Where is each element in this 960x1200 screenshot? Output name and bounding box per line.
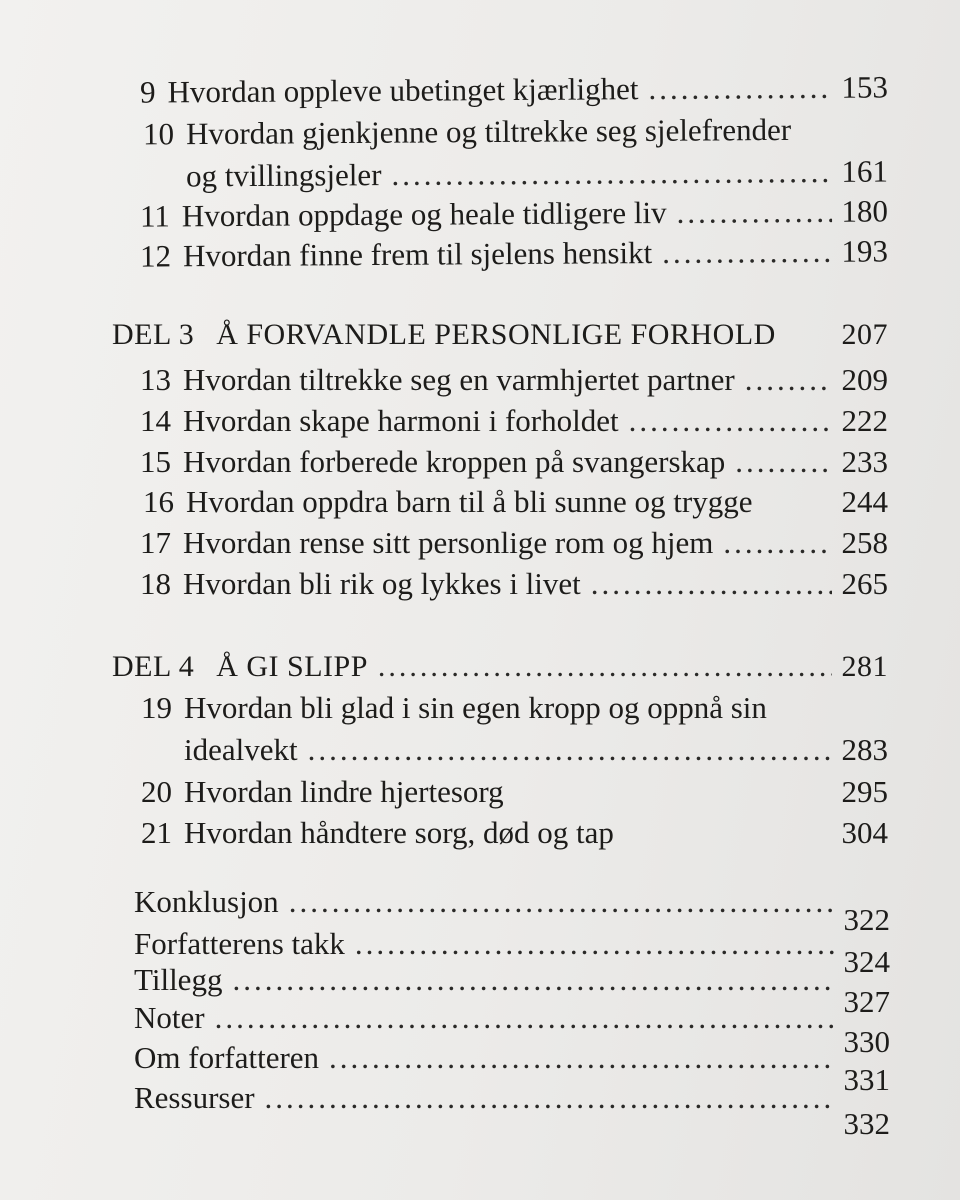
page-number: 281 bbox=[841, 650, 888, 683]
back-matter-title: Ressurser bbox=[134, 1080, 255, 1115]
back-matter-title: Tillegg bbox=[134, 962, 223, 997]
leader-dots bbox=[215, 1000, 834, 1036]
toc-entry-21 bbox=[136, 815, 888, 851]
toc-entry-12 bbox=[140, 233, 888, 274]
leader-dots bbox=[662, 234, 832, 271]
chapter-number: 10 bbox=[142, 116, 175, 152]
chapter-number: 18 bbox=[140, 566, 171, 601]
chapter-number: 19 bbox=[141, 690, 172, 725]
leader-dots bbox=[629, 403, 832, 439]
page-number: 330 bbox=[843, 1024, 890, 1059]
chapter-title: Hvordan bli rik og lykkes i livet bbox=[183, 566, 581, 601]
page-number: 295 bbox=[841, 774, 888, 809]
page-number: 283 bbox=[841, 732, 888, 767]
part-title: Å FORVANDLE PERSONLIGE FORHOLD bbox=[216, 318, 776, 351]
page-number: 153 bbox=[841, 69, 889, 105]
toc-entry-20 bbox=[136, 774, 888, 810]
toc-entry-15 bbox=[140, 444, 888, 480]
page-number: 222 bbox=[841, 403, 888, 438]
leader-dots bbox=[745, 362, 832, 398]
chapter-title-line2: og tvillingsjeler bbox=[185, 157, 382, 194]
chapter-title: Hvordan rense sitt personlige rom og hjem bbox=[183, 525, 714, 560]
leader-dots bbox=[265, 1080, 834, 1116]
chapter-title-line2: idealvekt bbox=[184, 732, 298, 767]
chapter-title: Hvordan oppdra barn til å bli sunne og trygge bbox=[186, 484, 753, 519]
page-number: 193 bbox=[841, 233, 889, 269]
leader-dots bbox=[723, 525, 831, 561]
leader-dots bbox=[378, 650, 832, 684]
part-heading-4 bbox=[112, 650, 888, 684]
leader-dots bbox=[289, 884, 834, 920]
page-number: 209 bbox=[841, 362, 888, 397]
back-matter-conclusion bbox=[134, 884, 890, 937]
page-number: 161 bbox=[841, 153, 889, 189]
page-number: 322 bbox=[843, 902, 890, 937]
chapter-title: Hvordan skape harmoni i forholdet bbox=[183, 403, 619, 438]
page-number: 327 bbox=[843, 984, 890, 1019]
chapter-number: 21 bbox=[141, 815, 172, 850]
chapter-title: Hvordan håndtere sorg, død og tap bbox=[184, 815, 614, 850]
page-number: 244 bbox=[841, 484, 888, 519]
page-number: 180 bbox=[841, 193, 889, 229]
page-number: 331 bbox=[843, 1062, 890, 1097]
chapter-title: Hvordan forberede kroppen på svangerskap bbox=[183, 444, 726, 479]
part-heading-3 bbox=[112, 318, 888, 352]
page-number: 304 bbox=[841, 815, 888, 850]
chapter-number: 13 bbox=[140, 362, 171, 397]
chapter-title: Hvordan finne frem til sjelens hensikt bbox=[182, 235, 653, 274]
back-matter-title: Noter bbox=[134, 1000, 205, 1035]
chapter-number: 15 bbox=[140, 444, 171, 479]
leader-dots bbox=[329, 1040, 833, 1076]
chapter-title: Hvordan lindre hjertesorg bbox=[184, 774, 504, 809]
toc-entry-16 bbox=[140, 484, 888, 520]
toc-entry-9 bbox=[140, 69, 888, 110]
part-label: DEL 4 bbox=[112, 650, 195, 683]
leader-dots bbox=[648, 70, 831, 107]
toc-entry-17 bbox=[140, 525, 888, 561]
back-matter-acknowledgements bbox=[134, 926, 890, 979]
chapter-number: 20 bbox=[141, 774, 172, 809]
toc-entry-10-continued bbox=[186, 154, 888, 195]
leader-dots bbox=[232, 962, 833, 998]
leader-dots bbox=[591, 566, 832, 602]
chapter-title: Hvordan gjenkjenne og tiltrekke seg sjelefrender bbox=[185, 111, 792, 152]
chapter-number: 14 bbox=[140, 403, 171, 438]
toc-entry-10 bbox=[140, 112, 840, 153]
toc-entry-19-continued bbox=[184, 732, 888, 768]
page-number: 258 bbox=[841, 525, 888, 560]
part-title: Å GI SLIPP bbox=[216, 650, 368, 683]
toc-entry-18 bbox=[140, 566, 888, 602]
chapter-title: Hvordan oppdage og heale tidligere liv bbox=[181, 194, 667, 234]
chapter-number: 12 bbox=[139, 238, 172, 274]
leader-dots bbox=[735, 444, 831, 480]
back-matter-title: Forfatterens takk bbox=[134, 926, 345, 961]
toc-entry-13 bbox=[140, 362, 888, 398]
back-matter-about-author bbox=[134, 1040, 890, 1097]
leader-dots bbox=[308, 732, 832, 768]
back-matter-resources bbox=[134, 1080, 890, 1141]
chapter-title: Hvordan oppleve ubetinget kjærlighet bbox=[167, 71, 639, 110]
chapter-title: Hvordan tiltrekke seg en varmhjertet partner bbox=[183, 362, 735, 397]
page-number: 233 bbox=[841, 444, 888, 479]
page-number: 265 bbox=[841, 566, 888, 601]
leader-dots bbox=[676, 194, 831, 231]
page-number: 332 bbox=[843, 1106, 890, 1141]
chapter-title: Hvordan bli glad i sin egen kropp og oppnå sin bbox=[184, 690, 767, 725]
chapter-number: 9 bbox=[139, 74, 156, 110]
part-label: DEL 3 bbox=[112, 318, 195, 351]
toc-entry-11 bbox=[140, 193, 888, 234]
chapter-number: 16 bbox=[143, 484, 174, 519]
chapter-number: 17 bbox=[140, 525, 171, 560]
back-matter-title: Om forfatteren bbox=[134, 1040, 320, 1075]
toc-entry-14 bbox=[140, 403, 888, 439]
toc-entry-19 bbox=[136, 690, 836, 726]
back-matter-title: Konklusjon bbox=[134, 884, 279, 919]
chapter-number: 11 bbox=[139, 198, 170, 234]
leader-dots bbox=[355, 926, 834, 962]
page-number: 324 bbox=[843, 944, 890, 979]
leader-dots bbox=[391, 154, 831, 193]
page-number: 207 bbox=[841, 318, 888, 351]
